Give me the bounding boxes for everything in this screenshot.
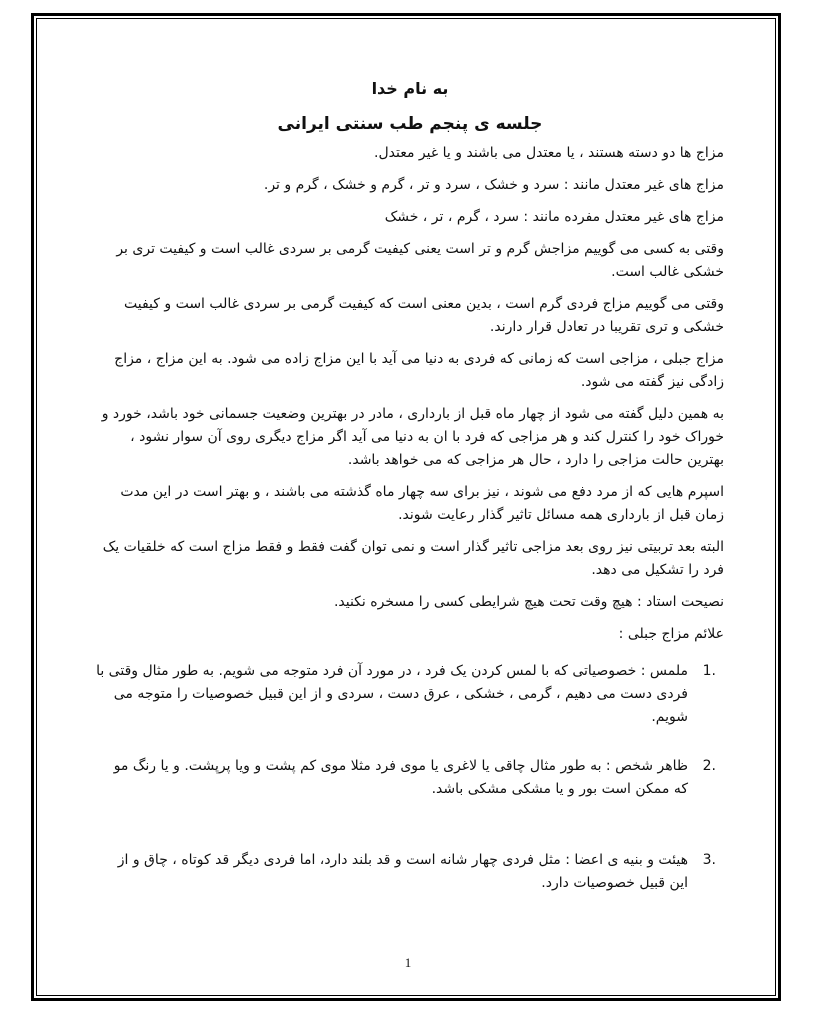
list-item-text: ملمس : خصوصیاتی که با لمس کردن یک فرد ، در مورد آن فرد متوجه می شویم. به طور مثال وقتی با فردی دست می دهیم ، گرمی ، خشکی ، عرق دست ، سردی و از این قبیل خصوصیات را متوجه می شویم. (96, 663, 688, 725)
paragraph: مزاج ها دو دسته هستند ، یا معتدل می باشند و یا غیر معتدل. (374, 145, 724, 161)
session-title: جلسه ی پنجم طب سنتی ایرانی (277, 114, 543, 134)
paragraph: مزاج های غیر معتدل مانند : سرد و خشک ، سرد و تر ، گرم و خشک ، گرم و تر. (263, 177, 724, 193)
paragraph: مزاج جبلی ، مزاجی است که زمانی که فردی به دنیا می آید با این مزاج زاده می شود. به این مزاج ، مزاج زادگی نیز گفته می شود. (114, 351, 724, 390)
list-item-number: 3. (702, 852, 716, 868)
signs-list (96, 660, 724, 895)
paragraph: وقتی می گوییم مزاج فردی گرم است ، بدین معنی است که کیفیت گرمی بر سردی غالب است و کیفیت خشکی و تری تقریبا در تعادل قرار دارند. (123, 296, 724, 335)
advice-paragraph: نصیحت استاد : هیچ وقت تحت هیچ شرایطی کسی را مسخره نکنید. (333, 594, 724, 610)
list-item (96, 849, 724, 895)
list-item (96, 660, 724, 729)
list-item-text: هیئت و بنیه ی اعضا : مثل فردی چهار شانه است و قد بلند دارد، اما فردی دیگر قد کوتاه ، چاق و از این قبیل خصوصیات دارد. (117, 852, 688, 891)
paragraph: البته بعد تربیتی نیز روی بعد مزاجی تاثیر گذار است و نمی توان گفت فقط و فقط مزاج است که خلقیات یک فرد را تشکیل می دهد. (102, 539, 724, 578)
paragraph: به همین دلیل گفته می شود از چهار ماه قبل از بارداری ، مادر در بهترین وضعیت جسمانی خود باشد، خورد و خوراک خود را کنترل کند و هر مزاجی که فرد با ان به دنیا می آید اگر مزاج دیگری روی آن سوار نشود ، بهترین حالت مزاجی را دارد ، حال هر مزاجی که می خواهد باشد. (101, 406, 724, 468)
page-number: 1 (404, 955, 412, 970)
list-item-text: ظاهر شخص : به طور مثال چاقی یا لاغری یا موی فرد مثلا موی کم پشت و ویا پرپشت. و یا رنگ مو که ممکن است بور و یا مشکی مشکی باشد. (113, 758, 688, 797)
list-item-number: 2. (702, 758, 716, 774)
list-heading: علائم مزاج جبلی : (618, 626, 724, 642)
header-title: به نام خدا (371, 79, 449, 98)
list-item (96, 755, 724, 801)
paragraph: وقتی به کسی می گوییم مزاجش گرم و تر است یعنی کیفیت گرمی بر سردی غالب است و کیفیت تری بر خشکی غالب است. (116, 241, 724, 280)
paragraph: اسپرم هایی که از مرد دفع می شوند ، نیز برای سه چهار ماه گذشته می باشند ، و بهتر است در این مدت زمان قبل از بارداری همه مسائل تاثیر گذار رعایت شوند. (120, 484, 724, 523)
list-item-number: 1. (702, 663, 716, 679)
document-body (96, 66, 724, 895)
paragraph: مزاج های غیر معتدل مفرده مانند : سرد ، گرم ، تر ، خشک (384, 209, 724, 225)
